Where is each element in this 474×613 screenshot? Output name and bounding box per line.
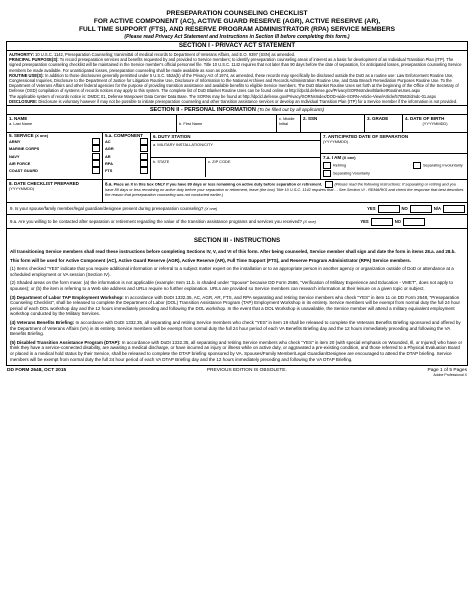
service-coast-guard[interactable]: COAST GUARD <box>9 167 100 174</box>
purpose-label: PRINCIPAL PURPOSE(S): <box>9 57 59 63</box>
row-checklist <box>7 180 467 203</box>
form-page <box>6 0 468 378</box>
separation-group: 7. ANTICIPATED DATE OF SEPARATION (YYYYMMDD) 7.a. I AM (X one) Retiring Separating Involuntarily Separating Voluntarily <box>321 133 467 179</box>
instr-intro: All transitioning Service members shall read these instructions before completing Sections IV, V, and VI of this form. After being counseled, Service member shall sign and date the form in items 28.a. and 28.b. <box>10 249 456 255</box>
instr-item-5: (5) Disabled Transition Assistance Program (DTAP): In accordance with DoDI 1332.35, all separating and retiring Service members who check "YES" in item 20 (with special emphasis on Wounded, Ill, or Injured) who have or think they have a service-connected disability, are awaiting a medical discharge, or have incurred an injury or illness while on active duty, or aggravated a pre-existing condition, and those referred to a Physical Evaluation Board or placed in a medical hold status by their Service, shall be released to complete the DTAP briefing sponsored by VA. Spouses/Family Member/Legal Guardian/Designee are encouraged to attend the DTAP briefing. Service members will be exempt from normal duty the full 24 hour period of each VA DTAP Briefing day and the 12 hours immediately preceding and following the VA DTAP Briefing. <box>10 339 463 362</box>
title-line-3: FULL TIME SUPPORT (FTS), AND RESERVE PROGRAM ADMINISTRATOR (RPA) SERVICE MEMBERS <box>78 26 396 33</box>
title-note: (Please read Privacy Act Statement and Instructions in Section III before completing this form.) <box>124 34 350 40</box>
instr-item-2: (2) Shaded areas on the form mean: (a) the information is not applicable (example: Item 11.b. is shaded under "Spouse" because DD Form 2586, "Verification of Military Experience and Education - VMET", does not apply to spouses); or (b) the item is referring to a Web site address and URLs require no further explanation. URLs are provided so Service members can research information at their leisure on a given topic or subject. <box>10 280 454 291</box>
instr-applies: This form will be used for Active Component (AC), Active Guard Reserve (AGR), Active Reserve (AR), Full Time Support (FTS), and Reserve Program Administrator (RPA) Service members. <box>10 257 412 263</box>
duty-station-group: 6. DUTY STATION a. MILITARY INSTALLATION/CITY b. STATE c. ZIP CODE <box>151 133 321 179</box>
adobe-note: Adobe Professional X <box>433 373 467 378</box>
row-q9a: 9.a. Are you willing to be contacted after separation or retirement regarding the value of the transition assistance programs and services you received? (X one) YES NO <box>7 215 467 229</box>
separating-involuntarily-option[interactable]: Separating Involuntarily <box>413 162 465 169</box>
instr-item-3: (3) Department of Labor TAP Employment Workshop: In accordance with DoDI 1332.35, AC, AGR, AR, FTS, and RPA separating and retiring Service members who check "YES" in item 11 on DD Form 2648, "Preseparation Counseling Checklist", shall be released to complete the Department of Labor (DOL) Transition Assistance Program (TAP) Employment Workshop in its entirety. Service members will be exempt from normal duty the full 24 hour period of each DOL workshop day and the 12 hours immediately preceding and following the DOL workshop. In the event that a DOL Workshop is unavailable, the Service member will attend a military equivalent employment workshop conducted by the Military Services. <box>10 294 461 317</box>
row-name <box>7 115 467 133</box>
q9a-no[interactable]: NO <box>395 218 427 226</box>
component-agr[interactable]: AGR <box>105 145 148 152</box>
section-1-title: SECTION I - PRIVACY ACT STATEMENT <box>7 42 467 51</box>
component-fts[interactable]: FTS <box>105 167 148 174</box>
service-marine-corps[interactable]: MARINE CORPS <box>9 145 100 152</box>
first-name-field[interactable]: b. First Name <box>177 115 277 132</box>
disclosure-text: Disclosure is voluntary however if may not be possible to initiate preseparation counseling and other transition assistance services or develop an Individual Transition Plan (ITP) for a Service member if the information is not provided. <box>37 98 458 104</box>
page-count: Page 1 of 5 Pages <box>427 368 467 374</box>
component-group: 5.a. COMPONENT AC AGR AR RPA FTS <box>103 133 151 179</box>
dob-field[interactable]: 4. DATE OF BIRTH (YYYYMMDD) <box>405 116 448 127</box>
q9a-yes[interactable]: YES <box>360 218 394 226</box>
purpose-text: To record preseparation services and benefits requested by and provided to Service members; to identify preseparation counseling areas of interest as a basis for development of an Individual Transition Plan (ITP). The signed preseparation counseling checklist will be maintained in the Service member's official personnel file. Title 10 U.S.C. 1142 requires that not later than 90 days before the date of separation, for anticipated losses, preseparation counseling Service members be made available. For unanticipated losses, preseparation counseling shall be made available as soon as possible. <box>9 57 462 73</box>
zip-field[interactable]: c. ZIP CODE <box>208 159 231 165</box>
title-line-2: FOR ACTIVE COMPONENT (AC), ACTIVE GUARD RESERVE (AGR), ACTIVE RESERVE (AR), <box>93 18 381 25</box>
section-3-title: SECTION III - INSTRUCTIONS <box>193 237 281 245</box>
component-ac[interactable]: AC <box>105 138 148 145</box>
section-2-title: SECTION II - PERSONAL INFORMATION (To be filled out by all applicants) <box>7 105 467 115</box>
form-title <box>6 10 468 34</box>
separating-voluntarily-option[interactable]: Separating Voluntarily <box>323 170 465 177</box>
q9-na[interactable]: N/A <box>434 205 467 213</box>
state-field[interactable]: b. STATE <box>151 158 206 177</box>
q8a-field: 8.a. Place an X in this box ONLY if you have 89 days or less remaining on active duty before separation or retirement. (Please read the following instructions: If separating or retiring and you have 89 days or less remaining on active duty before your separation or retirement, leave (the box) Title 10 U.S.C. 1142 requires that ... See Section VI - REMARKS and check the response that best describes the reason that preseparation counseling was not conducted earlier.) <box>105 181 464 197</box>
title-line-1: PRESEPARATION COUNSELING CHECKLIST <box>166 10 308 17</box>
privacy-statement <box>7 51 467 105</box>
grade-field[interactable]: 3. GRADE <box>365 115 403 132</box>
obsolete-note: PREVIOUS EDITION IS OBSOLETE. <box>206 368 287 374</box>
checklist-date-field[interactable]: 8. DATE CHECKLIST PREPARED (YYYYMMDD) <box>7 180 103 202</box>
row-q9: 9. Is your spouse/family member/legal guardian/designee present during preseparation counseling? (X one) YES NO N/A <box>7 203 467 215</box>
authority-label: AUTHORITY: <box>9 52 34 57</box>
row-service <box>7 133 467 180</box>
instr-item-1: (1) Items checked "YES" indicate that you require additional information or referral to a subject matter expert on the installation or to an appropriate person in another agency or organization outside of DoD or attendance at a scheduled employment or VA session (Section IV). <box>10 266 454 277</box>
retiring-option[interactable]: Retiring <box>323 162 346 169</box>
q9-no[interactable]: NO <box>402 205 434 213</box>
anticipated-date-field[interactable]: 7. ANTICIPATED DATE OF SEPARATION (YYYYMMDD) <box>321 133 467 154</box>
sorn-text: The applicable system of records notice is: DMDC 01, Defense Manpower Data Center Data Base. The SORNs may be found at http://dpcld.defense.gov/Privacy/SORNsIndex/DOD-wide-SORN-Article-View/Article/570563/dmdc-01.aspx <box>9 93 436 99</box>
service-group: 5. SERVICE (X one) ARMY MARINE CORPS NAVY AIR FORCE COAST GUARD <box>7 133 103 179</box>
form-number: DD FORM 2648, OCT 2015 <box>7 368 67 374</box>
middle-initial-field[interactable]: c. Middle Initial <box>277 115 301 132</box>
q9-yes[interactable]: YES <box>367 205 401 213</box>
component-rpa[interactable]: RPA <box>105 160 148 167</box>
service-air-force[interactable]: AIR FORCE <box>9 160 100 167</box>
routine-text: In addition to those disclosures generally permitted under 5 U.S.C. 552a(b) of the Privacy Act of 1974, as amended, these records may specifically be disclosed outside the DoD as a routine use: Law Enforcement Routine Use, Congressional Inquiries, Disclosure to the Department of Justice for Litigation Routine Use, Disclosure of Information to the National Archives and Records Administration Routine Use, and Data Breach Remediation Purposes Routine Use. To the Department of Veterans Affairs and other federal agencies for the purpose of providing transition assistance and available benefits to eligible Service members. The DoD Blanket Routine Uses set forth at the beginning of the Office of the Secretary of Defense (OSD) compilation of systems of records notices may apply to this system. The complete list of DoD Blanket Routine Uses can be found online at http://dpcld.defense.gov/Privacy/SORNsIndex/BlanketRoutineUses.aspx <box>9 72 459 94</box>
component-ar[interactable]: AR <box>105 153 148 160</box>
authority-text: 10 U.S.C. 1142, Preseparation Counseling; transmittal of medical records to Department of Veterans Affairs, and E.O. 9397 (SSN) as amended. <box>33 52 296 57</box>
instr-item-4: (4) Veterans Benefits Briefing: In accordance with DoDI 1332.35, all separating and retiring Service members who check "YES" in item 19 shall be released to complete the Veterans Benefits Briefing sponsored and offered by the Department of Veterans Affairs (VA) in its entirety. Service members will be exempt from normal duty the full 24 hour period of each VA Benefits Briefing day and the 12 hours immediately preceding and following the VA Benefits Briefing. <box>10 319 461 337</box>
ssn-field[interactable]: 2. SSN <box>301 115 365 132</box>
service-army[interactable]: ARMY <box>9 138 100 145</box>
name-field[interactable]: 1. NAME a. Last Name <box>7 115 177 132</box>
disclosure-label: DISCLOSURE: <box>9 98 38 104</box>
installation-field[interactable]: a. MILITARY INSTALLATION/CITY <box>151 141 320 158</box>
form-body <box>6 41 468 366</box>
form-footer <box>6 368 468 378</box>
routine-label: ROUTINE USE(S): <box>9 72 44 78</box>
instructions <box>7 249 467 362</box>
service-navy[interactable]: NAVY <box>9 153 100 160</box>
